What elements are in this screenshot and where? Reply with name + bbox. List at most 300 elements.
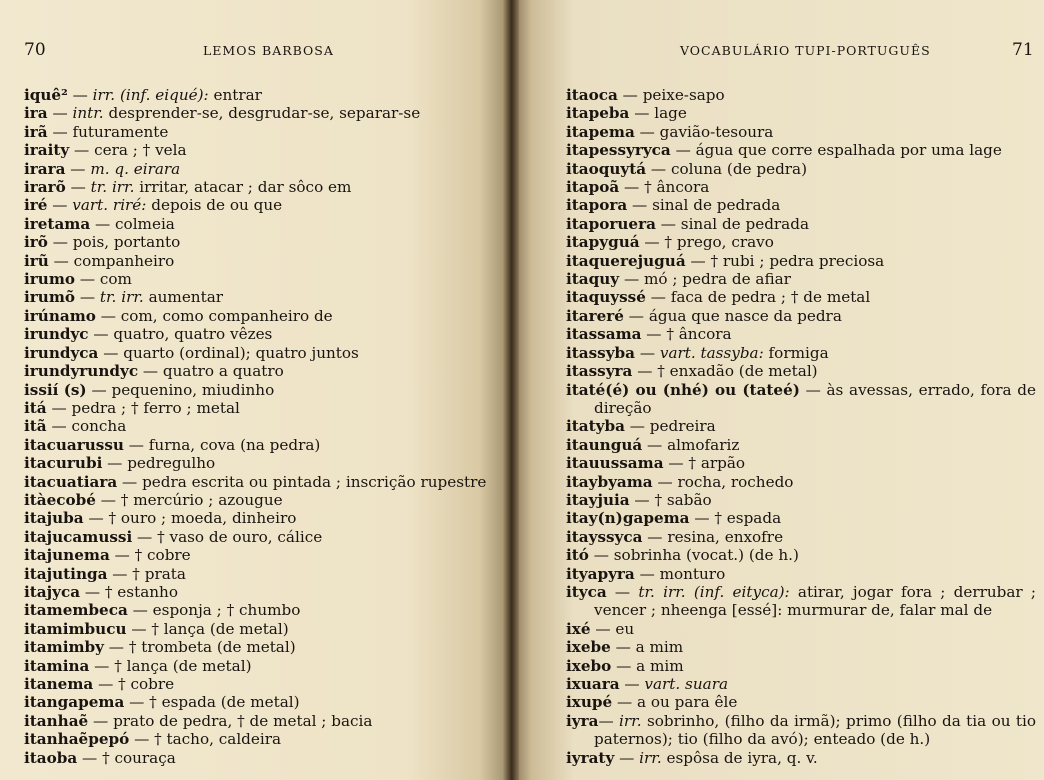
dictionary-entry bbox=[566, 620, 1036, 638]
definition: † espada bbox=[714, 509, 782, 528]
grammar-note: irr. bbox=[619, 711, 642, 730]
entry-dash: — bbox=[90, 214, 116, 233]
dictionary-entry bbox=[24, 749, 499, 767]
entry-dash: — bbox=[652, 472, 678, 491]
definition: esponja ; † chumbo bbox=[152, 601, 301, 620]
dictionary-entry bbox=[566, 546, 1036, 564]
definition: † cobre bbox=[134, 546, 191, 565]
definition: † trombeta (de metal) bbox=[128, 638, 296, 657]
definition: pequenino, miudinho bbox=[111, 380, 275, 399]
entry-dash: — bbox=[614, 748, 640, 767]
entry-dash: — bbox=[799, 380, 827, 399]
dictionary-entry bbox=[566, 307, 1036, 325]
dictionary-entry bbox=[566, 123, 1036, 141]
dictionary-entry bbox=[24, 178, 499, 196]
entry-dash: — bbox=[77, 748, 103, 767]
headword: itajutinga bbox=[24, 564, 108, 583]
dictionary-entry bbox=[566, 178, 1036, 196]
entry-dash: — bbox=[67, 86, 93, 104]
headword: itacuatiara bbox=[24, 472, 118, 491]
definition: eu bbox=[615, 619, 635, 638]
definition: † couraça bbox=[102, 748, 176, 767]
entry-dash: — bbox=[641, 325, 667, 344]
headword: itaporuera bbox=[566, 214, 656, 233]
entry-dash: — bbox=[65, 159, 91, 178]
definition: † ouro ; moeda, dinheiro bbox=[108, 509, 297, 528]
headword: itamembeca bbox=[24, 601, 128, 620]
entry-dash: — bbox=[617, 86, 643, 104]
right-page-number: 71 bbox=[1012, 40, 1034, 60]
entry-dash: — bbox=[46, 417, 72, 436]
grammar-note: tr. irr. (inf. eityca): bbox=[638, 582, 790, 601]
definition: † âncora bbox=[666, 325, 732, 344]
entry-dash: — bbox=[634, 122, 660, 141]
dictionary-entry bbox=[24, 325, 499, 343]
definition: quarto (ordinal); quatro juntos bbox=[123, 343, 359, 362]
headword: itanema bbox=[24, 675, 94, 693]
dictionary-entry bbox=[566, 657, 1036, 675]
definition: espôsa de iyra, q. v. bbox=[661, 748, 818, 767]
headword: itó bbox=[566, 546, 589, 565]
dictionary-entry bbox=[24, 473, 499, 491]
headword: itaoca bbox=[566, 86, 618, 104]
dictionary-entry bbox=[566, 491, 1036, 509]
entry-dash: — bbox=[627, 196, 653, 215]
dictionary-entry bbox=[566, 362, 1036, 380]
dictionary-entry bbox=[24, 638, 499, 656]
entry-dash: — bbox=[129, 730, 155, 749]
dictionary-entry bbox=[566, 638, 1036, 656]
dictionary-entry bbox=[24, 104, 499, 122]
definition: sobrinho, (filho da irmã); primo (filho da tia ou tio paternos); tio (filho da avó); enteado (de h.) bbox=[594, 711, 1036, 749]
entry-dash: — bbox=[689, 509, 715, 528]
entry-dash: — bbox=[47, 104, 73, 123]
entry-dash: — bbox=[639, 233, 665, 252]
definition: lage bbox=[654, 104, 687, 123]
definition: água que nasce da pedra bbox=[648, 306, 842, 325]
dictionary-entry bbox=[24, 565, 499, 583]
book-gutter bbox=[503, 0, 519, 780]
entry-dash: — bbox=[95, 306, 121, 325]
headword: itaybyama bbox=[566, 472, 653, 491]
dictionary-entry bbox=[566, 196, 1036, 214]
definition: † arpão bbox=[688, 454, 746, 473]
dictionary-entry bbox=[24, 399, 499, 417]
dictionary-entry bbox=[566, 528, 1036, 546]
entry-dash: — bbox=[102, 454, 128, 473]
definition: sobrinha (vocat.) (de h.) bbox=[613, 546, 799, 565]
entry-dash: — bbox=[632, 362, 658, 381]
dictionary-entry bbox=[566, 454, 1036, 472]
grammar-note: irr. bbox=[639, 748, 662, 767]
grammar-note: tr. irr. bbox=[90, 178, 135, 197]
dictionary-entry bbox=[566, 215, 1036, 233]
dictionary-entry bbox=[24, 436, 499, 454]
headword: itapeba bbox=[566, 104, 630, 123]
definition: resina, enxofre bbox=[667, 527, 784, 546]
headword: itapora bbox=[566, 196, 628, 215]
entry-dash: — bbox=[588, 546, 614, 565]
headword: irara bbox=[24, 159, 66, 178]
headword: itayjuia bbox=[566, 490, 630, 509]
definition: quatro, quatro vêzes bbox=[113, 325, 273, 344]
left-page bbox=[0, 0, 510, 780]
dictionary-entry bbox=[24, 693, 499, 711]
dictionary-entry bbox=[24, 160, 499, 178]
definition: desprender-se, desgrudar-se, separar-se bbox=[103, 104, 421, 123]
definition: furna, cova (na pedra) bbox=[148, 435, 321, 454]
dictionary-entry bbox=[24, 141, 499, 159]
definition: coluna (de pedra) bbox=[670, 159, 808, 178]
headword: itauussama bbox=[566, 454, 664, 473]
definition: pedra ; † ferro ; metal bbox=[71, 398, 240, 417]
headword: ira bbox=[24, 104, 48, 123]
headword: itacurubi bbox=[24, 454, 103, 473]
headword: itapoã bbox=[566, 178, 620, 197]
definition: quatro a quatro bbox=[162, 362, 284, 381]
headword: ixebe bbox=[566, 638, 611, 657]
definition: atirar, jogar fora ; derrubar ; vencer ; nheenga [essé]: murmurar de, falar mal de bbox=[594, 582, 1036, 620]
definition: concha bbox=[71, 417, 127, 436]
headword: ityca bbox=[566, 582, 607, 601]
dictionary-entry bbox=[24, 491, 499, 509]
definition: † rubi ; pedra preciosa bbox=[710, 251, 885, 270]
entry-dash: — bbox=[48, 251, 74, 270]
headword: ixé bbox=[566, 619, 591, 638]
dictionary-entry bbox=[24, 528, 499, 546]
grammar-note: intr. bbox=[72, 104, 104, 123]
entry-dash: — bbox=[93, 675, 119, 693]
entry-dash: — bbox=[109, 546, 135, 565]
definition: † cobre bbox=[118, 675, 175, 693]
definition: † âncora bbox=[644, 178, 710, 197]
dictionary-entry bbox=[24, 730, 499, 748]
entry-dash: — bbox=[663, 454, 689, 473]
entry-dash: — bbox=[88, 711, 114, 730]
left-entry-list bbox=[24, 86, 499, 767]
entry-dash: — bbox=[619, 270, 644, 289]
dictionary-entry bbox=[24, 657, 499, 675]
entry-dash: — bbox=[606, 582, 639, 601]
dictionary-entry bbox=[24, 381, 499, 399]
headword: itapessyryca bbox=[566, 141, 671, 160]
headword: ixebo bbox=[566, 656, 612, 675]
grammar-note: irr. (inf. eiqué): bbox=[92, 86, 209, 104]
headword: iyraty bbox=[566, 748, 615, 767]
definition: † estanho bbox=[104, 582, 178, 601]
definition: cera ; † vela bbox=[94, 141, 187, 160]
headword: itassama bbox=[566, 325, 642, 344]
dictionary-entry bbox=[24, 601, 499, 619]
entry-dash: — bbox=[610, 638, 636, 657]
definition: sinal de pedrada bbox=[652, 196, 781, 215]
entry-dash: — bbox=[619, 675, 645, 693]
entry-dash: — bbox=[629, 104, 655, 123]
right-entry-list bbox=[566, 86, 1036, 767]
definition: entrar bbox=[208, 86, 262, 104]
headword: iré bbox=[24, 196, 48, 215]
definition: faca de pedra ; † de metal bbox=[670, 288, 871, 307]
entry-dash: — bbox=[635, 343, 660, 362]
definition: sinal de pedrada bbox=[680, 214, 810, 233]
dictionary-entry bbox=[566, 436, 1036, 454]
right-page bbox=[510, 0, 1044, 780]
entry-dash: — bbox=[642, 435, 668, 454]
dictionary-entry bbox=[566, 473, 1036, 491]
entry-dash: — bbox=[623, 306, 649, 325]
definition: † espada (de metal) bbox=[149, 693, 300, 712]
dictionary-entry bbox=[566, 141, 1036, 159]
headword: itamimby bbox=[24, 638, 104, 657]
dictionary-entry bbox=[566, 509, 1036, 527]
entry-dash: — bbox=[685, 251, 711, 270]
headword: itayssyca bbox=[566, 527, 643, 546]
entry-dash: — bbox=[83, 509, 109, 528]
definition: companheiro bbox=[73, 251, 175, 270]
definition: com, como companheiro de bbox=[120, 306, 333, 325]
grammar-note: vart. riré: bbox=[72, 196, 147, 215]
headword: irundyrundyc bbox=[24, 362, 139, 381]
headword: issií (s) bbox=[24, 380, 87, 399]
right-running-head: VOCABULÁRIO TUPI-PORTUGUÊS bbox=[680, 43, 931, 58]
headword: itã bbox=[24, 417, 47, 436]
entry-dash: — bbox=[89, 656, 115, 675]
dictionary-entry bbox=[566, 325, 1036, 343]
definition: † mercúrio ; azougue bbox=[120, 490, 283, 509]
entry-dash: — bbox=[646, 159, 671, 178]
left-running-head: LEMOS BARBOSA bbox=[203, 43, 334, 58]
headword: itajucamussi bbox=[24, 527, 133, 546]
entry-dash: — bbox=[46, 398, 72, 417]
entry-dash: — bbox=[75, 270, 100, 289]
entry-dash: — bbox=[598, 711, 620, 730]
headword: itaunguá bbox=[566, 435, 643, 454]
definition: depois de ou que bbox=[146, 196, 283, 215]
entry-dash: — bbox=[655, 214, 681, 233]
definition: peixe-sapo bbox=[642, 86, 725, 104]
grammar-note: vart. suara bbox=[644, 675, 729, 693]
headword: itaoba bbox=[24, 748, 78, 767]
dictionary-entry bbox=[24, 196, 499, 214]
entry-dash: — bbox=[47, 196, 73, 215]
definition: pedreira bbox=[649, 417, 716, 436]
definition: † prego, cravo bbox=[664, 233, 774, 252]
entry-dash: — bbox=[80, 582, 105, 601]
entry-dash: — bbox=[69, 141, 95, 160]
headword: irũ bbox=[24, 251, 49, 270]
definition: † vaso de ouro, cálice bbox=[157, 527, 323, 546]
headword: itassyra bbox=[566, 362, 633, 381]
definition: a ou para êle bbox=[637, 693, 738, 712]
entry-dash: — bbox=[611, 656, 637, 675]
definition: almofariz bbox=[667, 435, 740, 454]
definition: formiga bbox=[763, 343, 829, 362]
entry-dash: — bbox=[645, 288, 671, 307]
dictionary-entry bbox=[566, 712, 1036, 749]
dictionary-entry bbox=[24, 675, 499, 693]
dictionary-entry bbox=[24, 252, 499, 270]
definition: com bbox=[99, 270, 132, 289]
headword: irundyca bbox=[24, 343, 99, 362]
dictionary-entry bbox=[566, 270, 1036, 288]
dictionary-entry bbox=[566, 344, 1036, 362]
headword: itassyba bbox=[566, 343, 636, 362]
headword: itaquyssé bbox=[566, 288, 646, 307]
dictionary-entry bbox=[566, 693, 1036, 711]
headword: itajunema bbox=[24, 546, 110, 565]
headword: itajuba bbox=[24, 509, 84, 528]
dictionary-entry bbox=[566, 381, 1036, 418]
headword: iyra bbox=[566, 711, 599, 730]
entry-dash: — bbox=[95, 490, 121, 509]
headword: irundyc bbox=[24, 325, 89, 344]
dictionary-entry bbox=[24, 344, 499, 362]
headword: itangapema bbox=[24, 693, 125, 712]
definition: † prata bbox=[132, 564, 186, 583]
definition: água que corre espalhada por uma lage bbox=[695, 141, 1002, 160]
dictionary-entry bbox=[566, 565, 1036, 583]
entry-dash: — bbox=[590, 619, 616, 638]
entry-dash: — bbox=[103, 638, 129, 657]
definition: pedregulho bbox=[127, 454, 216, 473]
entry-dash: — bbox=[629, 490, 655, 509]
entry-dash: — bbox=[123, 435, 149, 454]
headword: itapema bbox=[566, 122, 635, 141]
definition: † tacho, caldeira bbox=[154, 730, 282, 749]
dictionary-entry bbox=[566, 417, 1036, 435]
entry-dash: — bbox=[670, 141, 696, 160]
dictionary-entry bbox=[24, 454, 499, 472]
definition: monturo bbox=[659, 564, 726, 583]
entry-dash: — bbox=[86, 380, 112, 399]
definition: prato de pedra, † de metal ; bacia bbox=[113, 711, 373, 730]
headword: iquê² bbox=[24, 86, 68, 104]
dictionary-entry bbox=[566, 749, 1036, 767]
entry-dash: — bbox=[612, 693, 637, 712]
headword: itaquerejuguá bbox=[566, 251, 686, 270]
headword: irõ bbox=[24, 233, 48, 252]
entry-dash: — bbox=[47, 122, 73, 141]
headword: iretama bbox=[24, 214, 91, 233]
headword: itaquy bbox=[566, 270, 620, 289]
headword: itapyguá bbox=[566, 233, 640, 252]
entry-dash: — bbox=[65, 178, 91, 197]
headword: itá bbox=[24, 398, 47, 417]
headword: itay(n)gapema bbox=[566, 509, 690, 528]
headword: itajyca bbox=[24, 582, 81, 601]
entry-dash: — bbox=[619, 178, 645, 197]
headword: itamina bbox=[24, 656, 90, 675]
definition: † lança (de metal) bbox=[151, 619, 289, 638]
dictionary-entry bbox=[566, 675, 1036, 693]
headword: iraity bbox=[24, 141, 70, 160]
dictionary-entry bbox=[24, 123, 499, 141]
entry-dash: — bbox=[117, 472, 143, 491]
dictionary-entry bbox=[24, 546, 499, 564]
headword: itàecobé bbox=[24, 490, 96, 509]
left-page-number: 70 bbox=[24, 40, 46, 60]
entry-dash: — bbox=[634, 564, 660, 583]
entry-dash: — bbox=[124, 693, 150, 712]
definition: a mim bbox=[635, 638, 684, 657]
entry-dash: — bbox=[75, 288, 100, 307]
definition: a mim bbox=[636, 656, 684, 675]
definition: † sabão bbox=[654, 490, 712, 509]
headword: irumo bbox=[24, 270, 76, 289]
headword: irarõ bbox=[24, 178, 66, 197]
headword: itanhaẽ bbox=[24, 711, 89, 730]
dictionary-entry bbox=[24, 620, 499, 638]
dictionary-entry bbox=[566, 233, 1036, 251]
dictionary-entry bbox=[24, 712, 499, 730]
definition: às avessas, errado, fora de direção bbox=[594, 380, 1037, 417]
dictionary-entry bbox=[566, 583, 1036, 620]
grammar-note: tr. irr. bbox=[99, 288, 144, 307]
definition: irritar, atacar ; dar sôco em bbox=[134, 178, 352, 197]
dictionary-entry bbox=[24, 215, 499, 233]
headword: itamimbucu bbox=[24, 619, 127, 638]
entry-dash: — bbox=[88, 325, 114, 344]
definition: pois, portanto bbox=[72, 233, 181, 252]
entry-dash: — bbox=[107, 564, 133, 583]
definition: futuramente bbox=[72, 122, 169, 141]
definition: pedra escrita ou pintada ; inscrição rupestre bbox=[142, 472, 487, 491]
entry-dash: — bbox=[138, 362, 163, 381]
definition: † lança (de metal) bbox=[114, 656, 252, 675]
headword: irúnamo bbox=[24, 306, 96, 325]
dictionary-entry bbox=[24, 233, 499, 251]
headword: irumõ bbox=[24, 288, 76, 307]
grammar-note: m. q. eirara bbox=[90, 159, 181, 178]
entry-dash: — bbox=[624, 417, 650, 436]
headword: itareré bbox=[566, 306, 624, 325]
entry-dash: — bbox=[642, 527, 668, 546]
dictionary-entry bbox=[24, 270, 499, 288]
headword: itanhaẽpepó bbox=[24, 730, 130, 749]
dictionary-entry bbox=[24, 509, 499, 527]
headword: itacuarussu bbox=[24, 435, 124, 454]
dictionary-entry bbox=[24, 362, 499, 380]
headword: ixuara bbox=[566, 675, 620, 693]
headword: itaté(é) ou (nhé) ou (tateé) bbox=[566, 380, 800, 399]
definition: rocha, rochedo bbox=[677, 472, 794, 491]
headword: itatyba bbox=[566, 417, 625, 436]
dictionary-entry bbox=[566, 252, 1036, 270]
dictionary-entry bbox=[566, 160, 1036, 178]
definition: aumentar bbox=[143, 288, 224, 307]
entry-dash: — bbox=[47, 233, 73, 252]
dictionary-entry bbox=[24, 307, 499, 325]
entry-dash: — bbox=[126, 619, 152, 638]
dictionary-entry bbox=[24, 86, 499, 104]
definition: mó ; pedra de afiar bbox=[643, 270, 791, 289]
definition: gavião-tesoura bbox=[659, 122, 774, 141]
definition: colmeia bbox=[115, 214, 175, 233]
headword: ityapyra bbox=[566, 564, 635, 583]
dictionary-entry bbox=[566, 104, 1036, 122]
grammar-note: vart. tassyba: bbox=[659, 343, 764, 362]
entry-dash: — bbox=[127, 601, 153, 620]
definition: † enxadão (de metal) bbox=[657, 362, 818, 381]
headword: itaoquytá bbox=[566, 159, 647, 178]
headword: ixupé bbox=[566, 693, 613, 712]
dictionary-entry bbox=[24, 417, 499, 435]
entry-dash: — bbox=[98, 343, 124, 362]
entry-dash: — bbox=[132, 527, 158, 546]
dictionary-entry bbox=[566, 86, 1036, 104]
dictionary-entry bbox=[566, 288, 1036, 306]
dictionary-entry bbox=[24, 288, 499, 306]
